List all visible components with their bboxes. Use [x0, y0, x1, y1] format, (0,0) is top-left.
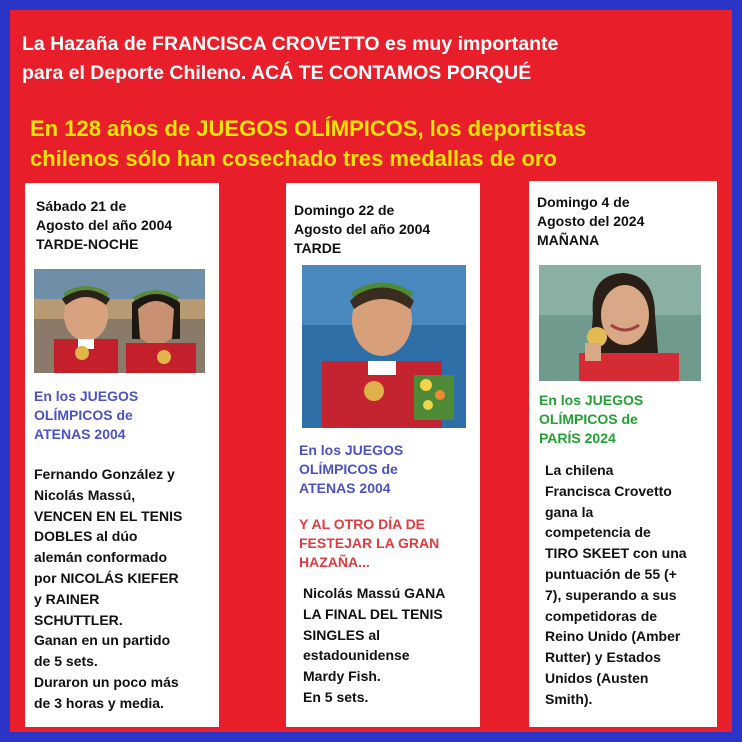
card-massu-singles: [286, 183, 480, 727]
card-body: Fernando González y Nicolás Massú, VENCEN EN EL TENIS DOBLES al dúo alemán conformado por NICOLÁS KIEFER y RAINER SCHUTTLER. Ganan en un partido de 5 sets. Duraron un poco más de 3 horas y media.: [34, 466, 183, 711]
poster-title: La Hazaña de FRANCISCA CROVETTO es muy importante para el Deporte Chileno. ACÁ TE CONTAMOS PORQUÉ: [22, 33, 559, 84]
card-highlight: Y AL OTRO DÍA DE FESTEJAR LA GRAN HAZAÑA...: [299, 516, 440, 570]
poster-subtitle: En 128 años de JUEGOS OLÍMPICOS, los deportistas chilenos sólo han cosechado tres medallas de oro: [30, 116, 587, 171]
card-event: En los JUEGOS OLÍMPICOS de ATENAS 2004: [34, 388, 139, 442]
card-event: En los JUEGOS OLÍMPICOS de ATENAS 2004: [299, 442, 404, 496]
card-body: La chilena Francisca Crovetto gana la competencia de TIRO SKEET con una puntuación de 55 (+ 7), superando a sus competidoras de Reino Unido (Amber Rutter) y Estados Unidos (Austen Smith).: [545, 462, 687, 707]
card-gonzalez-massu-doubles: [25, 183, 219, 727]
singles-medal-photo: [302, 265, 466, 428]
card-date: Sábado 21 de Agosto del año 2004 TARDE-NOCHE: [36, 198, 173, 252]
doubles-medal-photo: [34, 269, 205, 373]
crovetto-medal-photo: [539, 265, 701, 381]
card-event: En los JUEGOS OLÍMPICOS de PARÍS 2024: [539, 392, 644, 446]
card-body: Nicolás Massú GANA LA FINAL DEL TENIS SINGLES al estadounidense Mardy Fish. En 5 sets.: [303, 585, 446, 705]
card-date: Domingo 22 de Agosto del año 2004 TARDE: [294, 202, 431, 256]
card-crovetto-skeet: [529, 181, 717, 727]
card-date: Domingo 4 de Agosto del 2024 MAÑANA: [537, 194, 645, 248]
